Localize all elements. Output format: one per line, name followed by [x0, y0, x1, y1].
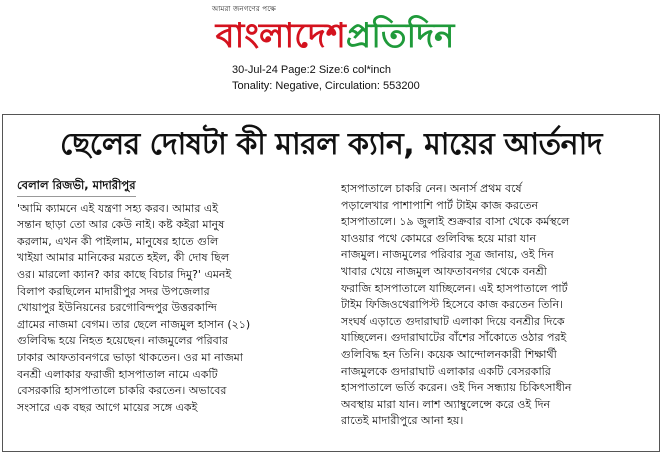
article-clipping — [2, 114, 660, 452]
masthead — [0, 0, 663, 60]
newspaper-logo — [200, 10, 470, 58]
article-text-line: অবস্থায় মারা যান। লাশ অ্যাম্বুলেন্সে করে ওই দিন — [341, 397, 551, 411]
article-column-right — [341, 181, 647, 430]
logo-title-part1: বাংলাদেশ — [215, 16, 346, 56]
article-text-line: টাইম ফিজিওথেরাপিস্ট হিসেবে কাজ করতেন তিনি। — [341, 298, 564, 312]
logo-title-part2: প্রতিদিন — [345, 16, 455, 56]
meta-tonality-circulation: Tonality: Negative, Circulation: 553200 — [232, 80, 420, 92]
article-text-line: সংঘর্ষ এড়াতে গুদারাঘাট এলাকা দিয়ে বনশ্রীর দিকে — [341, 314, 565, 328]
article-headline: ছেলের দোষটা কী মারল ক্যান, মায়ের আর্তনাদ — [59, 127, 603, 162]
article-body-right — [341, 181, 647, 430]
article-text-line: রাতেই মাদারীপুরে আনা হয়। — [341, 414, 464, 428]
article-text-line: হাসপাতালে। ১৯ জুলাই শুক্রবার বাসা থেকে কর্মস্থলে — [341, 215, 570, 229]
article-text-line: যাচ্ছিলেন। গুদারাঘাটের বাঁশের সাঁকোতে ওঠার পরই — [341, 331, 567, 345]
article-text-line: হাসপাতালে ভর্তি করেন। ওই দিন সন্ধ্যায় চিকিৎসাধীন — [341, 381, 572, 395]
article-text-line: গ্রামের নাজমা বেগম। তার ছেলে নাজমুল হাসান (২১) — [17, 317, 251, 331]
article-text-line: করলাম, এখন কী পাইলাম, মানুষের হাতে গুলি — [17, 234, 219, 248]
article-text-line: গুলিবিদ্ধ হয়ে নিহত হয়েছেন। নাজমুলের পরিবার — [17, 334, 229, 348]
article-text-line: 'আমি ক্যামনে এই যন্ত্রণা সহ্য করব। আমার এই — [17, 201, 218, 215]
masthead-tagline: আমরা জনগণের পক্ষে — [212, 5, 276, 13]
article-text-line: খাবার খেয়ে নাজমুল আফতাবনগর থেকে বনশ্রী — [341, 264, 547, 278]
article-text-line: বিলাপ করছিলেন মাদারীপুর সদর উপজেলার — [17, 284, 210, 298]
article-text-line: নাজমুলকে গুদারাঘাট এলাকার একটি বেসরকারি — [341, 364, 551, 378]
article-text-line: নাজমুল। নাজমুলের পরিবার সূত্র জানায়, ওই দিন — [341, 248, 554, 262]
article-text-line: ওর। মারলো ক্যান? কার কাছে বিচার দিমু?' এমনই — [17, 267, 232, 281]
article-text-line: ঢাকার আফতাবনগরে ভাড়া থাকতেন। ওর মা নাজমা — [17, 350, 243, 364]
article-text-line: খাইয়া আমার মানিকের মরতে হইল, কী দোষ ছিল — [17, 251, 230, 265]
article-text-line: যাওয়ার পথে কোমরে গুলিবিদ্ধ হয়ে মারা যান — [341, 231, 537, 245]
article-text-line: বেসরকারি হাসপাতালে চাকরি করতেন। অভাবের — [17, 384, 227, 398]
article-column-left — [17, 177, 317, 416]
article-text-line: বনশ্রী এলাকার ফরাজী হাসপাতাল নামে একটি — [17, 367, 218, 381]
article-body-left — [17, 201, 317, 417]
meta-page-info: 30-Jul-24 Page:2 Size:6 col*inch — [232, 64, 391, 76]
article-text-line: হাসপাতালে চাকরি নেন। অনার্স প্রথম বর্ষে — [341, 182, 522, 195]
clipping-meta — [232, 62, 492, 94]
article-text-line: সংসারে এক বছর আগে মায়ের সঙ্গে একই — [17, 400, 198, 414]
article-text-line: পড়ালেখার পাশাপাশি পার্ট টাইম কাজ করতেন — [341, 198, 539, 212]
article-text-line: ফরাজি হাসপাতালে যাচ্ছিলেন। এই হাসপাতালে পার্ট — [341, 281, 568, 295]
article-byline: বেলাল রিজভী, মাদারীপুর — [17, 177, 136, 197]
article-text-line: গুলিবিদ্ধ হন তিনি। কয়েক আন্দোলনকারী শিক্ষার্থী — [341, 347, 557, 361]
article-text-line: সন্তান ছাড়া তো আর কেউ নাই। কষ্ট কইরা মানুষ — [17, 218, 225, 232]
article-text-line: খোয়াপুর ইউনিয়নের চরগোবিন্দপুর উত্তরকান্দি — [17, 301, 217, 315]
